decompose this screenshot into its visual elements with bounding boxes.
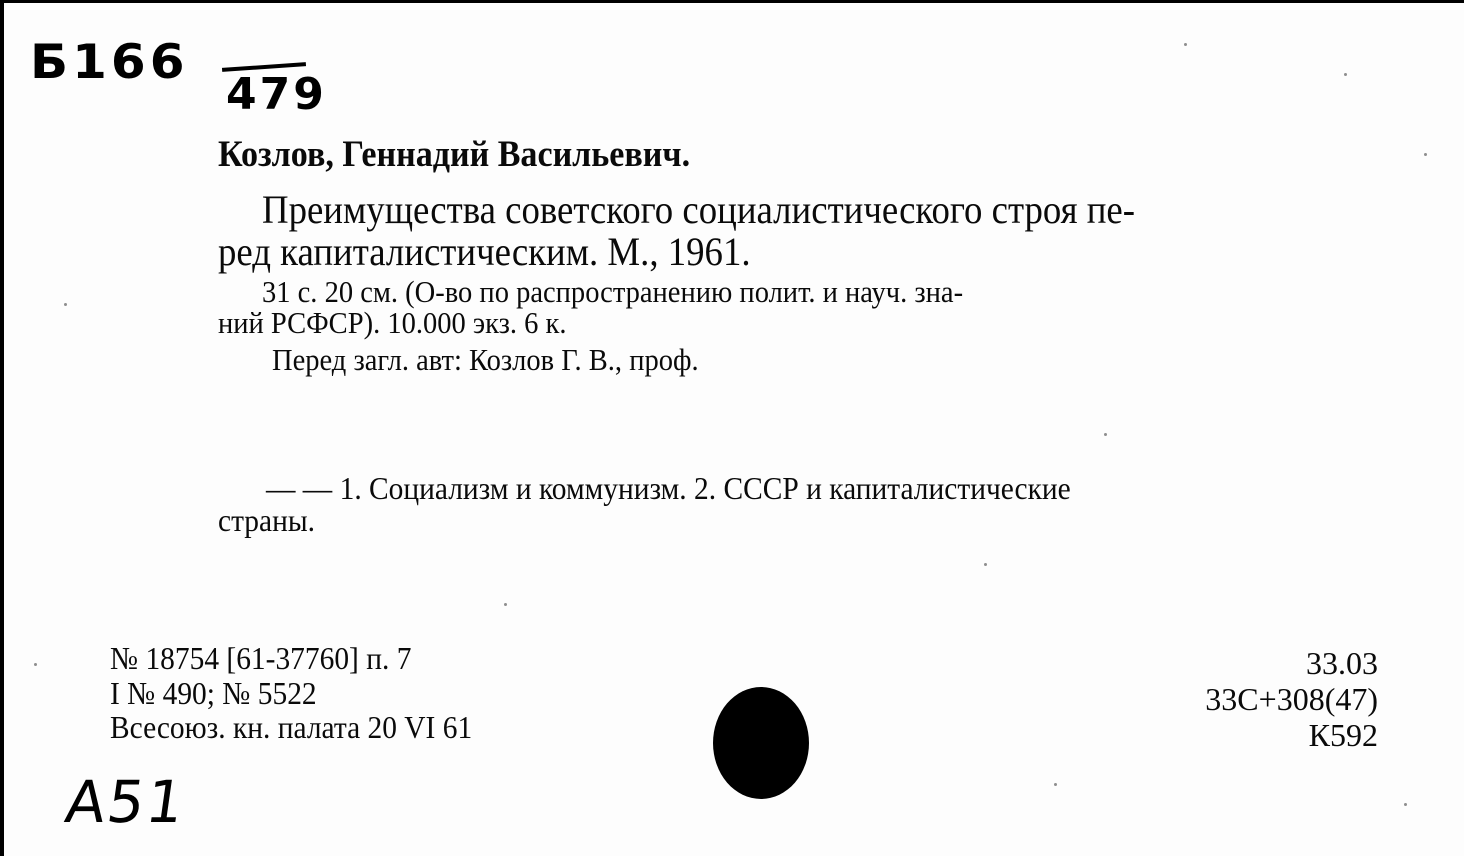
author-note: Перед загл. авт: Козлов Г. В., проф. [272,342,699,377]
registry-line-2: I № 490; № 5522 [110,675,317,711]
subject-line-1: — — 1. Социализм и коммунизм. 2. СССР и капиталистические [266,470,1071,506]
classification-code: 33.03 [1306,645,1378,681]
speck [984,563,987,566]
subject-line-2: страны. [218,502,315,538]
speck [1104,433,1107,436]
author-mark: К592 [1308,717,1378,753]
shelf-mark: Б166 [30,34,189,90]
speck [64,303,67,306]
registry-line-3: Всесоюз. кн. палата 20 VI 61 [110,709,473,745]
speck [1184,43,1187,46]
speck [1054,783,1057,786]
speck [504,603,507,606]
speck [34,663,37,666]
author-heading: Козлов, Геннадий Васильевич. [218,134,691,175]
title-line-2: ред капиталистическим. М., 1961. [218,229,751,274]
speck [1404,803,1407,806]
classification-index: 33С+308(47) [1205,681,1378,717]
collation-line-2: ний РСФСР). 10.000 экз. 6 к. [218,305,567,340]
punch-hole [713,687,809,799]
speck [1344,73,1347,76]
registry-line-1: № 18754 [61-37760] п. 7 [110,640,412,676]
accession-mark: A51 [61,768,191,836]
collation-line-1: 31 с. 20 см. (О-во по распространению полит. и науч. зна- [262,274,964,309]
title-line-1: Преимущества советского социалистического строя пе- [262,187,1135,232]
speck [1424,153,1427,156]
shelf-mark-sub: 479 [226,69,327,120]
